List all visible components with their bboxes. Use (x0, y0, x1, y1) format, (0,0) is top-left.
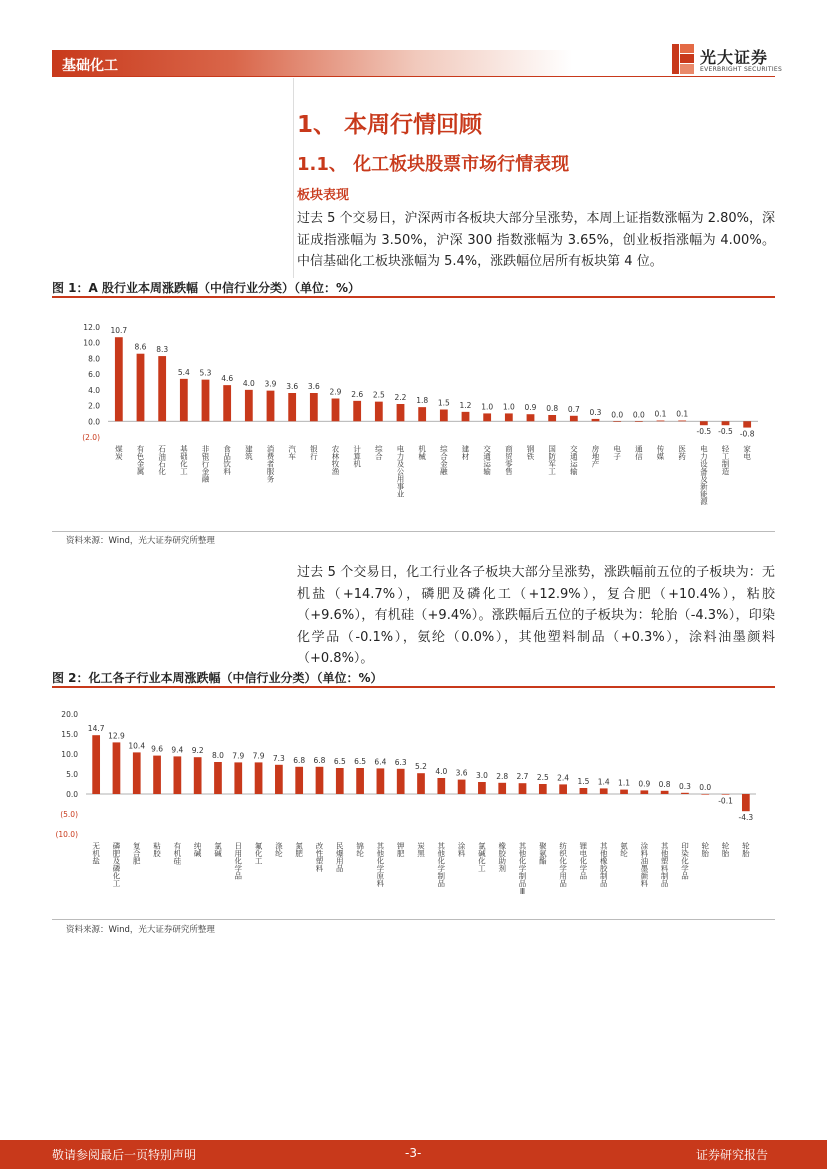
data-label: 1.4 (597, 777, 610, 787)
subsector-paragraph: 过去 5 个交易日，化工行业各子板块大部分呈涨势，涨跌幅前五位的子板块为：无机盐（+14.7%），磷肥及磷化工（+12.9%），复合肥（+10.4%），粘胶（+9.6%），有机硅（+9.4%）。涨跌幅后五位的子板块为：轮胎（-4.3%），印染化学品（-0.1%），氨纶（0.0%），其他塑料制品（+0.3%），涂料油墨颜料（+0.8%）。 (297, 565, 775, 666)
bar (275, 765, 283, 794)
header-rule (52, 76, 775, 77)
data-label: 10.4 (128, 741, 146, 751)
category-label: 有机硅 (172, 842, 182, 865)
category-label: 纺织化学用品 (558, 842, 568, 887)
category-label: 无机盐 (91, 842, 101, 865)
figure1-rule (52, 296, 775, 298)
data-label: 0.0 (699, 783, 712, 792)
category-label: 涤纶 (274, 842, 284, 857)
bar (202, 380, 210, 422)
bar (681, 793, 689, 794)
bar (620, 790, 628, 794)
category-label: 消费者服务 (266, 445, 275, 483)
figure1-source: 资料来源：Wind，光大证券研究所整理 (66, 536, 215, 546)
data-label: 1.8 (416, 396, 429, 406)
category-label: 石油石化 (157, 445, 167, 475)
figure2-source: 资料来源：Wind，光大证券研究所整理 (66, 925, 215, 935)
category-label: 涂料 (457, 842, 467, 857)
data-label: -4.3 (738, 813, 754, 823)
category-label: 氯碱化工 (477, 842, 487, 872)
data-label: 2.4 (557, 773, 570, 783)
category-label: 煤炭 (114, 445, 124, 460)
data-label: 2.7 (516, 772, 529, 782)
data-label: 9.2 (191, 746, 204, 756)
footer-disclaimer: 敬请参阅最后一页特别声明 (52, 1148, 197, 1162)
bar (115, 337, 123, 421)
column-divider (293, 78, 294, 278)
y-tick-label: (2.0) (82, 433, 100, 442)
bar (635, 421, 643, 422)
bar (255, 762, 263, 794)
data-label: 0.9 (638, 779, 651, 789)
category-label: 氨纶 (619, 842, 629, 857)
category-label: 电力设备及新能源 (699, 445, 709, 505)
category-label: 通信 (634, 445, 644, 460)
category-label: 锦纶 (355, 842, 365, 857)
subsector-bar-chart (52, 690, 775, 915)
brand-name-en: EVERBRIGHT SECURITIES (700, 66, 783, 73)
data-label: 1.5 (577, 777, 590, 786)
data-label: 7.9 (232, 751, 245, 761)
data-label: 5.3 (199, 368, 212, 378)
data-label: -0.1 (718, 796, 733, 806)
category-label: 其他塑料制品 (660, 842, 670, 887)
category-label: 建材 (461, 445, 470, 460)
bar (458, 780, 466, 794)
y-tick-label: 0.0 (88, 417, 100, 427)
bar (700, 421, 708, 425)
bar (640, 790, 648, 794)
data-label: 3.9 (264, 379, 277, 389)
category-label: 炭黑 (416, 842, 426, 857)
data-label: 2.8 (496, 771, 509, 781)
y-tick-label: 12.0 (83, 323, 100, 332)
category-label: 国防军工 (547, 445, 557, 475)
data-label: 7.3 (272, 753, 285, 763)
data-label: 4.0 (435, 767, 448, 776)
industry-bar-chart (52, 300, 775, 530)
data-label: 6.4 (374, 757, 387, 767)
bar (214, 762, 222, 794)
data-label: 8.6 (134, 342, 147, 352)
data-label: 6.5 (333, 757, 346, 766)
y-tick-label: 6.0 (88, 370, 100, 380)
data-label: 0.1 (676, 409, 689, 419)
data-label: 7.9 (252, 751, 265, 761)
category-label: 电子 (612, 445, 622, 460)
data-label: 6.3 (394, 757, 407, 767)
bar (613, 421, 621, 422)
category-label: 农林牧渔 (331, 445, 340, 475)
data-label: 12.9 (108, 731, 125, 741)
header-section-title: 基础化工 (62, 58, 118, 74)
category-label: 商贸零售 (504, 445, 514, 475)
y-tick-label: 10.0 (83, 338, 100, 348)
data-label: 4.6 (221, 374, 234, 384)
category-label: 氯碱 (213, 842, 223, 857)
category-label: 橡胶助剂 (497, 842, 507, 872)
bar (462, 412, 470, 421)
data-label: 2.9 (329, 387, 342, 397)
data-label: 1.2 (459, 400, 472, 410)
data-label: 3.6 (307, 382, 320, 391)
bar (295, 767, 303, 794)
y-tick-label: 20.0 (61, 710, 78, 719)
category-label: 建筑 (244, 445, 254, 460)
category-label: 改性塑料 (314, 842, 324, 872)
data-label: 0.0 (611, 410, 624, 420)
data-label: 3.0 (475, 771, 488, 780)
bar (310, 393, 318, 421)
figure2-title: 图 2：化工各子行业本周涨跌幅（中信行业分类）（单位：%） (52, 671, 383, 685)
category-label: 其他化学制品Ⅲ (518, 842, 528, 896)
bar (722, 421, 730, 425)
bar (498, 783, 506, 794)
data-label: 2.5 (372, 390, 385, 400)
data-label: 1.5 (437, 398, 450, 408)
bar (288, 393, 296, 421)
bar (519, 783, 527, 794)
data-label: 0.8 (658, 779, 671, 789)
figure2-rule (52, 686, 775, 688)
category-label: 锂电化学品 (578, 842, 588, 880)
y-tick-label: 0.0 (66, 790, 78, 799)
data-label: 0.0 (632, 410, 645, 420)
bar (592, 419, 600, 421)
category-label: 氟化工 (254, 842, 264, 865)
data-label: 2.2 (394, 393, 407, 402)
bar (336, 768, 344, 794)
bar (397, 404, 405, 421)
category-label: 综合 (374, 445, 384, 460)
bar (377, 768, 385, 794)
category-label: 汽车 (287, 445, 297, 460)
data-label: 0.7 (567, 404, 580, 414)
figure1-title: 图 1：A 股行业本周涨跌幅（中信行业分类）（单位：%） (52, 281, 361, 295)
category-label: 轮胎 (700, 842, 710, 857)
figure2-source-rule (52, 919, 775, 920)
category-label: 交通运输 (569, 445, 579, 475)
bar (356, 768, 364, 794)
category-label: 纯碱 (193, 842, 203, 857)
data-label: 2.5 (536, 773, 549, 782)
bar (245, 390, 253, 421)
category-label: 综合金融 (439, 445, 449, 475)
section-heading: 1、 本周行情回顾 (297, 112, 483, 138)
bar (194, 757, 202, 794)
bar (375, 402, 383, 422)
category-label: 房地产 (591, 445, 600, 468)
bar (174, 756, 182, 794)
bar (478, 782, 486, 794)
category-label: 食品饮料 (222, 445, 232, 475)
bar (539, 784, 547, 794)
category-label: 涂料油墨颜料 (639, 842, 649, 887)
header-band (52, 50, 572, 76)
bar (133, 752, 141, 794)
everbright-logo-icon (672, 44, 694, 74)
data-label: 0.1 (654, 409, 667, 419)
data-label: 1.0 (502, 402, 515, 412)
bar (661, 791, 669, 794)
bar (332, 399, 340, 422)
data-label: 14.7 (87, 724, 105, 734)
data-label: 0.8 (546, 404, 559, 413)
bar (548, 415, 556, 421)
data-label: 1.1 (618, 778, 630, 788)
category-label: 机械 (417, 445, 427, 460)
bar (570, 416, 578, 422)
bar (483, 413, 491, 421)
bar (505, 413, 513, 421)
y-tick-label: 4.0 (88, 385, 100, 395)
bar (418, 407, 426, 421)
category-label: 其他化学制品 (436, 842, 446, 887)
category-label: 交通运输 (482, 445, 492, 475)
y-tick-label: 5.0 (66, 770, 78, 779)
bar (397, 769, 405, 794)
bar (316, 767, 324, 794)
data-label: 4.0 (242, 378, 255, 388)
category-label: 磷肥及磷化工 (111, 842, 121, 887)
bar (657, 421, 665, 422)
bar (267, 391, 275, 422)
bar (722, 794, 730, 795)
category-label: 家电 (742, 445, 752, 460)
data-label: 10.7 (110, 326, 128, 336)
bar (437, 778, 445, 794)
minor-heading: 板块表现 (297, 188, 350, 203)
data-label: 3.6 (455, 768, 468, 778)
bar (527, 414, 535, 421)
data-label: -0.5 (696, 427, 712, 437)
bar (234, 762, 242, 794)
bar (223, 385, 231, 421)
page-number: -3- (405, 1146, 422, 1160)
y-tick-label: 15.0 (61, 730, 78, 739)
category-label: 印染化学品 (680, 842, 690, 880)
footer-report-type: 证券研究报告 (696, 1148, 769, 1162)
bar (600, 788, 608, 794)
data-label: 2.6 (351, 389, 364, 399)
category-label: 其他化学原料 (375, 842, 385, 887)
bar (158, 356, 166, 421)
bar (353, 401, 361, 421)
data-label: 8.0 (212, 751, 224, 760)
y-tick-label: (10.0) (55, 830, 78, 839)
category-label: 传媒 (656, 445, 665, 460)
data-label: -0.5 (718, 427, 733, 437)
bar (701, 794, 709, 795)
figure1-source-rule (52, 531, 775, 532)
data-label: 3.6 (286, 382, 299, 391)
summary-paragraph: 过去 5 个交易日，沪深两市各板块大部分呈涨势，本周上证指数涨幅为 2.80%，深证成指涨幅为 3.50%，沪深 300 指数涨幅为 3.65%，创业板指涨幅为 4.00%。中信基础化工板块涨幅为 5.4%，涨跌幅位居所有板块第 4 位。 (297, 211, 775, 269)
category-label: 银行 (309, 445, 319, 460)
y-tick-label: 2.0 (88, 401, 100, 411)
data-label: 1.0 (481, 402, 494, 412)
category-label: 日用化学品 (233, 842, 243, 880)
bar (92, 735, 100, 794)
category-label: 非银行金融 (201, 445, 210, 483)
bar (743, 421, 751, 427)
bar (180, 379, 188, 421)
data-label: 8.3 (156, 345, 169, 355)
data-label: 9.6 (151, 744, 164, 754)
bar (742, 794, 750, 811)
bar (137, 354, 145, 422)
subsection-heading: 1.1、 化工板块股票市场行情表现 (297, 154, 570, 175)
bar (417, 773, 425, 794)
category-label: 计算机 (352, 445, 362, 468)
category-label: 其他橡胶制品 (599, 842, 609, 887)
category-label: 聚氨酯 (538, 842, 548, 865)
category-label: 基础化工 (179, 445, 189, 475)
data-label: 6.5 (354, 757, 367, 766)
category-label: 轮胎 (721, 842, 731, 857)
y-tick-label: (5.0) (60, 810, 78, 819)
data-label: 0.3 (678, 781, 691, 791)
category-label: 轻工制造 (721, 445, 730, 475)
bar (113, 742, 121, 794)
category-label: 钢铁 (526, 445, 535, 460)
data-label: -0.8 (739, 429, 755, 439)
data-label: 9.4 (171, 745, 184, 755)
bar (153, 756, 161, 794)
category-label: 复合肥 (132, 842, 142, 865)
bar (678, 421, 686, 422)
category-label: 民爆用品 (335, 842, 345, 872)
bar (440, 410, 448, 422)
brand-name: 光大证券 (700, 48, 769, 67)
category-label: 粘胶 (152, 842, 162, 857)
data-label: 0.3 (589, 407, 602, 417)
category-label: 轮胎 (741, 842, 751, 857)
category-label: 钾肥 (396, 842, 406, 857)
data-label: 0.9 (524, 403, 537, 413)
category-label: 医药 (677, 445, 687, 460)
bar (580, 788, 588, 794)
category-label: 氮肥 (294, 842, 304, 857)
bar (559, 784, 567, 794)
y-tick-label: 10.0 (61, 750, 78, 759)
category-label: 有色金属 (136, 445, 145, 475)
data-label: 5.4 (177, 367, 190, 377)
category-label: 电力及公用事业 (396, 445, 405, 498)
data-label: 5.2 (415, 762, 427, 772)
y-tick-label: 8.0 (88, 354, 100, 364)
data-label: 6.8 (313, 755, 326, 765)
data-label: 6.8 (293, 755, 306, 765)
